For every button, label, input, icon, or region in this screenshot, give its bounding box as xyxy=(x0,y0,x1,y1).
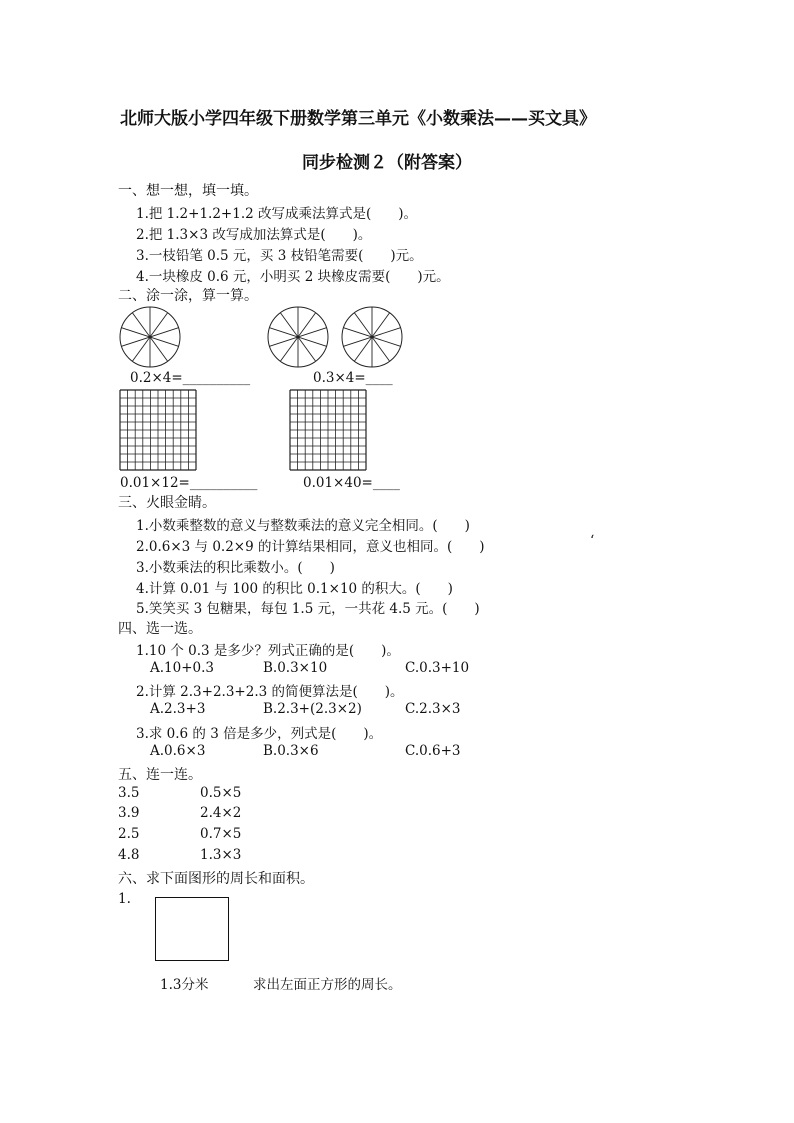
s4-q2-opt-b: B.2.3+(2.3×2) xyxy=(263,701,362,717)
hundred-grid xyxy=(290,390,366,470)
s1-item-3: 3.一枝铅笔 0.5 元，买 3 枝铅笔需要( )元。 xyxy=(136,248,423,264)
eq-0.2x4: 0.2×4=__________ xyxy=(130,370,251,386)
section-4-heading: 四、选一选。 xyxy=(118,621,202,637)
eq-0.3x4: 0.3×4=____ xyxy=(313,370,393,386)
match-right-2: 2.4×2 xyxy=(200,805,242,821)
square-side-label: 1.3分米 xyxy=(160,977,209,993)
s4-q3-opt-c: C.0.6+3 xyxy=(405,743,461,759)
s3-item-5: 5.笑笑买 3 包糖果，每包 1.5 元，一共花 4.5 元。( ) xyxy=(136,601,480,617)
s4-q2: 2.计算 2.3+2.3+2.3 的简便算法是( )。 xyxy=(136,684,404,700)
match-left-3: 2.5 xyxy=(118,826,140,842)
s3-item-3: 3.小数乘法的积比乘数小。( ) xyxy=(136,560,335,576)
s6-instruction: 求出左面正方形的周长。 xyxy=(253,977,402,993)
s4-q2-opt-a: A.2.3+3 xyxy=(150,701,206,717)
s4-q1: 1.10 个 0.3 是多少？列式正确的是( )。 xyxy=(136,643,400,659)
stray-mark: ‘ xyxy=(590,533,595,549)
s6-item-number: 1. xyxy=(118,891,131,907)
s3-item-1: 1.小数乘整数的意义与整数乘法的意义完全相同。( ) xyxy=(136,518,470,534)
s1-item-4: 4.一块橡皮 0.6 元，小明买 2 块橡皮需要( )元。 xyxy=(136,269,450,285)
s1-item-1: 1.把 1.2+1.2+1.2 改写成乘法算式是( )。 xyxy=(136,206,418,222)
s4-q3-opt-a: A.0.6×3 xyxy=(150,743,206,759)
square-figure xyxy=(155,897,229,961)
match-right-4: 1.3×3 xyxy=(200,847,242,863)
s3-item-2: 2.0.6×3 与 0.2×9 的计算结果相同，意义也相同。( ) xyxy=(136,539,485,555)
eq-0.01x12: 0.01×12=__________ xyxy=(120,475,258,491)
match-right-3: 0.7×5 xyxy=(200,826,242,842)
s4-q2-opt-c: C.2.3×3 xyxy=(405,701,461,717)
match-left-4: 4.8 xyxy=(118,847,140,863)
section-5-heading: 五、连一连。 xyxy=(118,767,202,783)
match-left-1: 3.5 xyxy=(118,785,140,801)
page-title: 北师大版小学四年级下册数学第三单元《小数乘法——买文具》 xyxy=(120,109,596,129)
s4-q3-opt-b: B.0.3×6 xyxy=(263,743,319,759)
s4-q3: 3.求 0.6 的 3 倍是多少，列式是( )。 xyxy=(136,726,383,742)
hundred-grid xyxy=(120,390,196,470)
section-6-heading: 六、求下面图形的周长和面积。 xyxy=(118,871,314,887)
match-right-1: 0.5×5 xyxy=(200,785,242,801)
eq-0.01x40: 0.01×40=____ xyxy=(303,475,400,491)
section-3-heading: 三、火眼金睛。 xyxy=(118,495,216,511)
section-2-heading: 二、涂一涂，算一算。 xyxy=(118,288,258,304)
s4-q1-opt-b: B.0.3×10 xyxy=(263,660,328,676)
s1-item-2: 2.把 1.3×3 改写成加法算式是( )。 xyxy=(136,227,372,243)
s3-item-4: 4.计算 0.01 与 100 的积比 0.1×10 的积大。( ) xyxy=(136,581,453,597)
match-left-2: 3.9 xyxy=(118,805,140,821)
section-1-heading: 一、想一想，填一填。 xyxy=(118,183,258,199)
s4-q1-opt-a: A.10+0.3 xyxy=(150,660,214,676)
s4-q1-opt-c: C.0.3+10 xyxy=(405,660,470,676)
page-subtitle: 同步检测２（附答案） xyxy=(302,153,472,173)
